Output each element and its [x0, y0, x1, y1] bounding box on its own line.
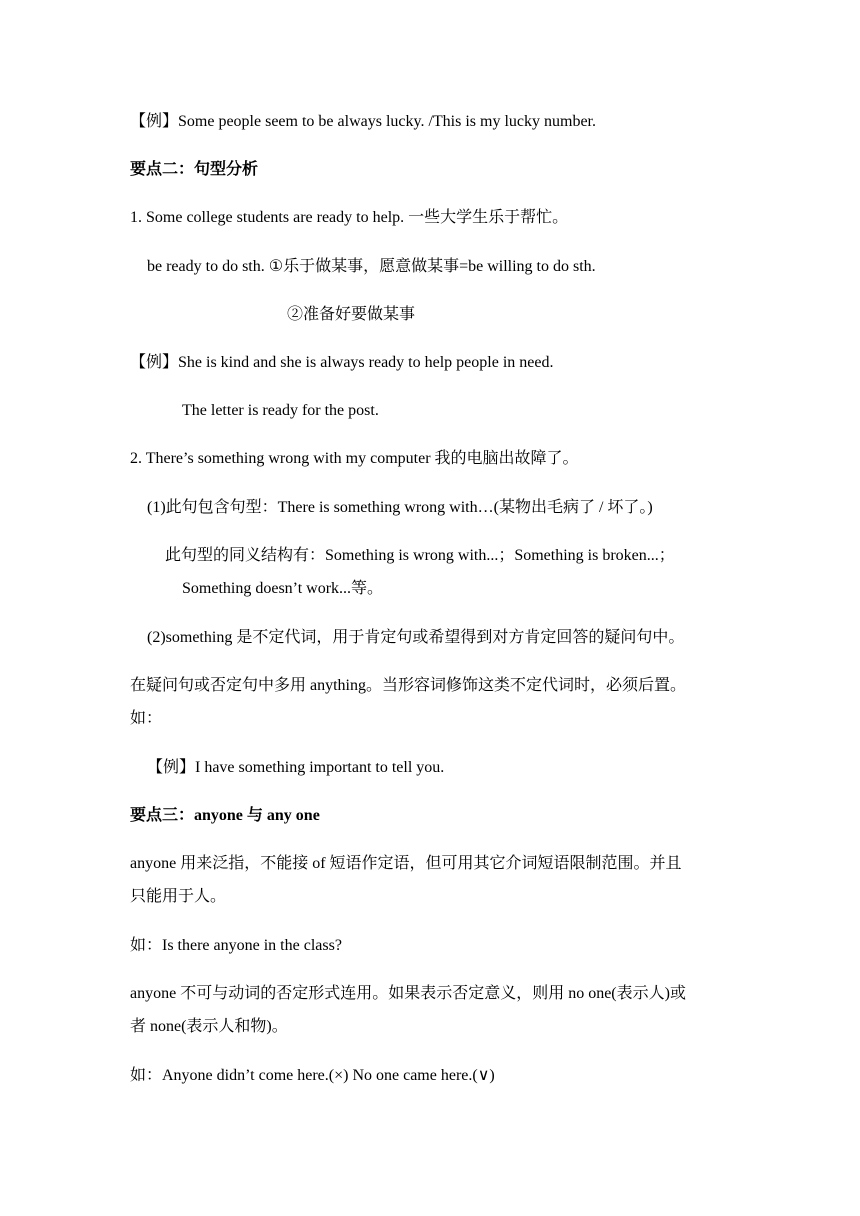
example-important: 【例】I have something important to tell you.: [147, 759, 445, 776]
note-2-cont: 在疑问句或否定句中多用 anything。当形容词修饰这类不定代词时，必须后置。: [130, 677, 686, 694]
note-2-ru: 如：: [130, 710, 163, 727]
example-letter: The letter is ready for the post.: [182, 402, 379, 419]
phrase-meaning-2: ②准备好要做某事: [287, 306, 416, 323]
anyone-usage-cont: 只能用于人。: [130, 888, 227, 905]
phrase-be-ready: be ready to do sth. ①乐于做某事，愿意做某事=be willing to do sth.: [147, 258, 596, 275]
anyone-negative-cont: 者 none(表示人和物)。: [130, 1018, 288, 1035]
heading-point-three: 要点三：anyone 与 any one: [130, 807, 320, 824]
note-1: (1)此句包含句型：There is something wrong with…(某物出毛病了 / 坏了。): [147, 499, 653, 516]
sentence-2: 2. There’s something wrong with my computer 我的电脑出故障了。: [130, 450, 579, 467]
anyone-usage: anyone 用来泛指，不能接 of 短语作定语，但可用其它介词短语限制范围。并且: [130, 855, 682, 872]
example-lucky: 【例】Some people seem to be always lucky. /This is my lucky number.: [130, 113, 597, 130]
synonym-structures: 此句型的同义结构有：Something is wrong with...；Something is broken...；: [165, 547, 675, 564]
example-no-one: 如：Anyone didn’t come here.(×) No one came here.(∨): [130, 1067, 495, 1084]
sentence-1: 1. Some college students are ready to help. 一些大学生乐于帮忙。: [130, 209, 569, 226]
heading-point-two: 要点二：句型分析: [130, 161, 259, 178]
example-ready-help: 【例】She is kind and she is always ready to help people in need.: [130, 354, 554, 371]
synonym-structures-cont: Something doesn’t work...等。: [182, 580, 384, 597]
anyone-negative: anyone 不可与动词的否定形式连用。如果表示否定意义，则用 no one(表示人)或: [130, 985, 686, 1002]
example-anyone: 如：Is there anyone in the class?: [130, 937, 342, 954]
note-2: (2)something 是不定代词，用于肯定句或希望得到对方肯定回答的疑问句中。: [147, 629, 685, 646]
